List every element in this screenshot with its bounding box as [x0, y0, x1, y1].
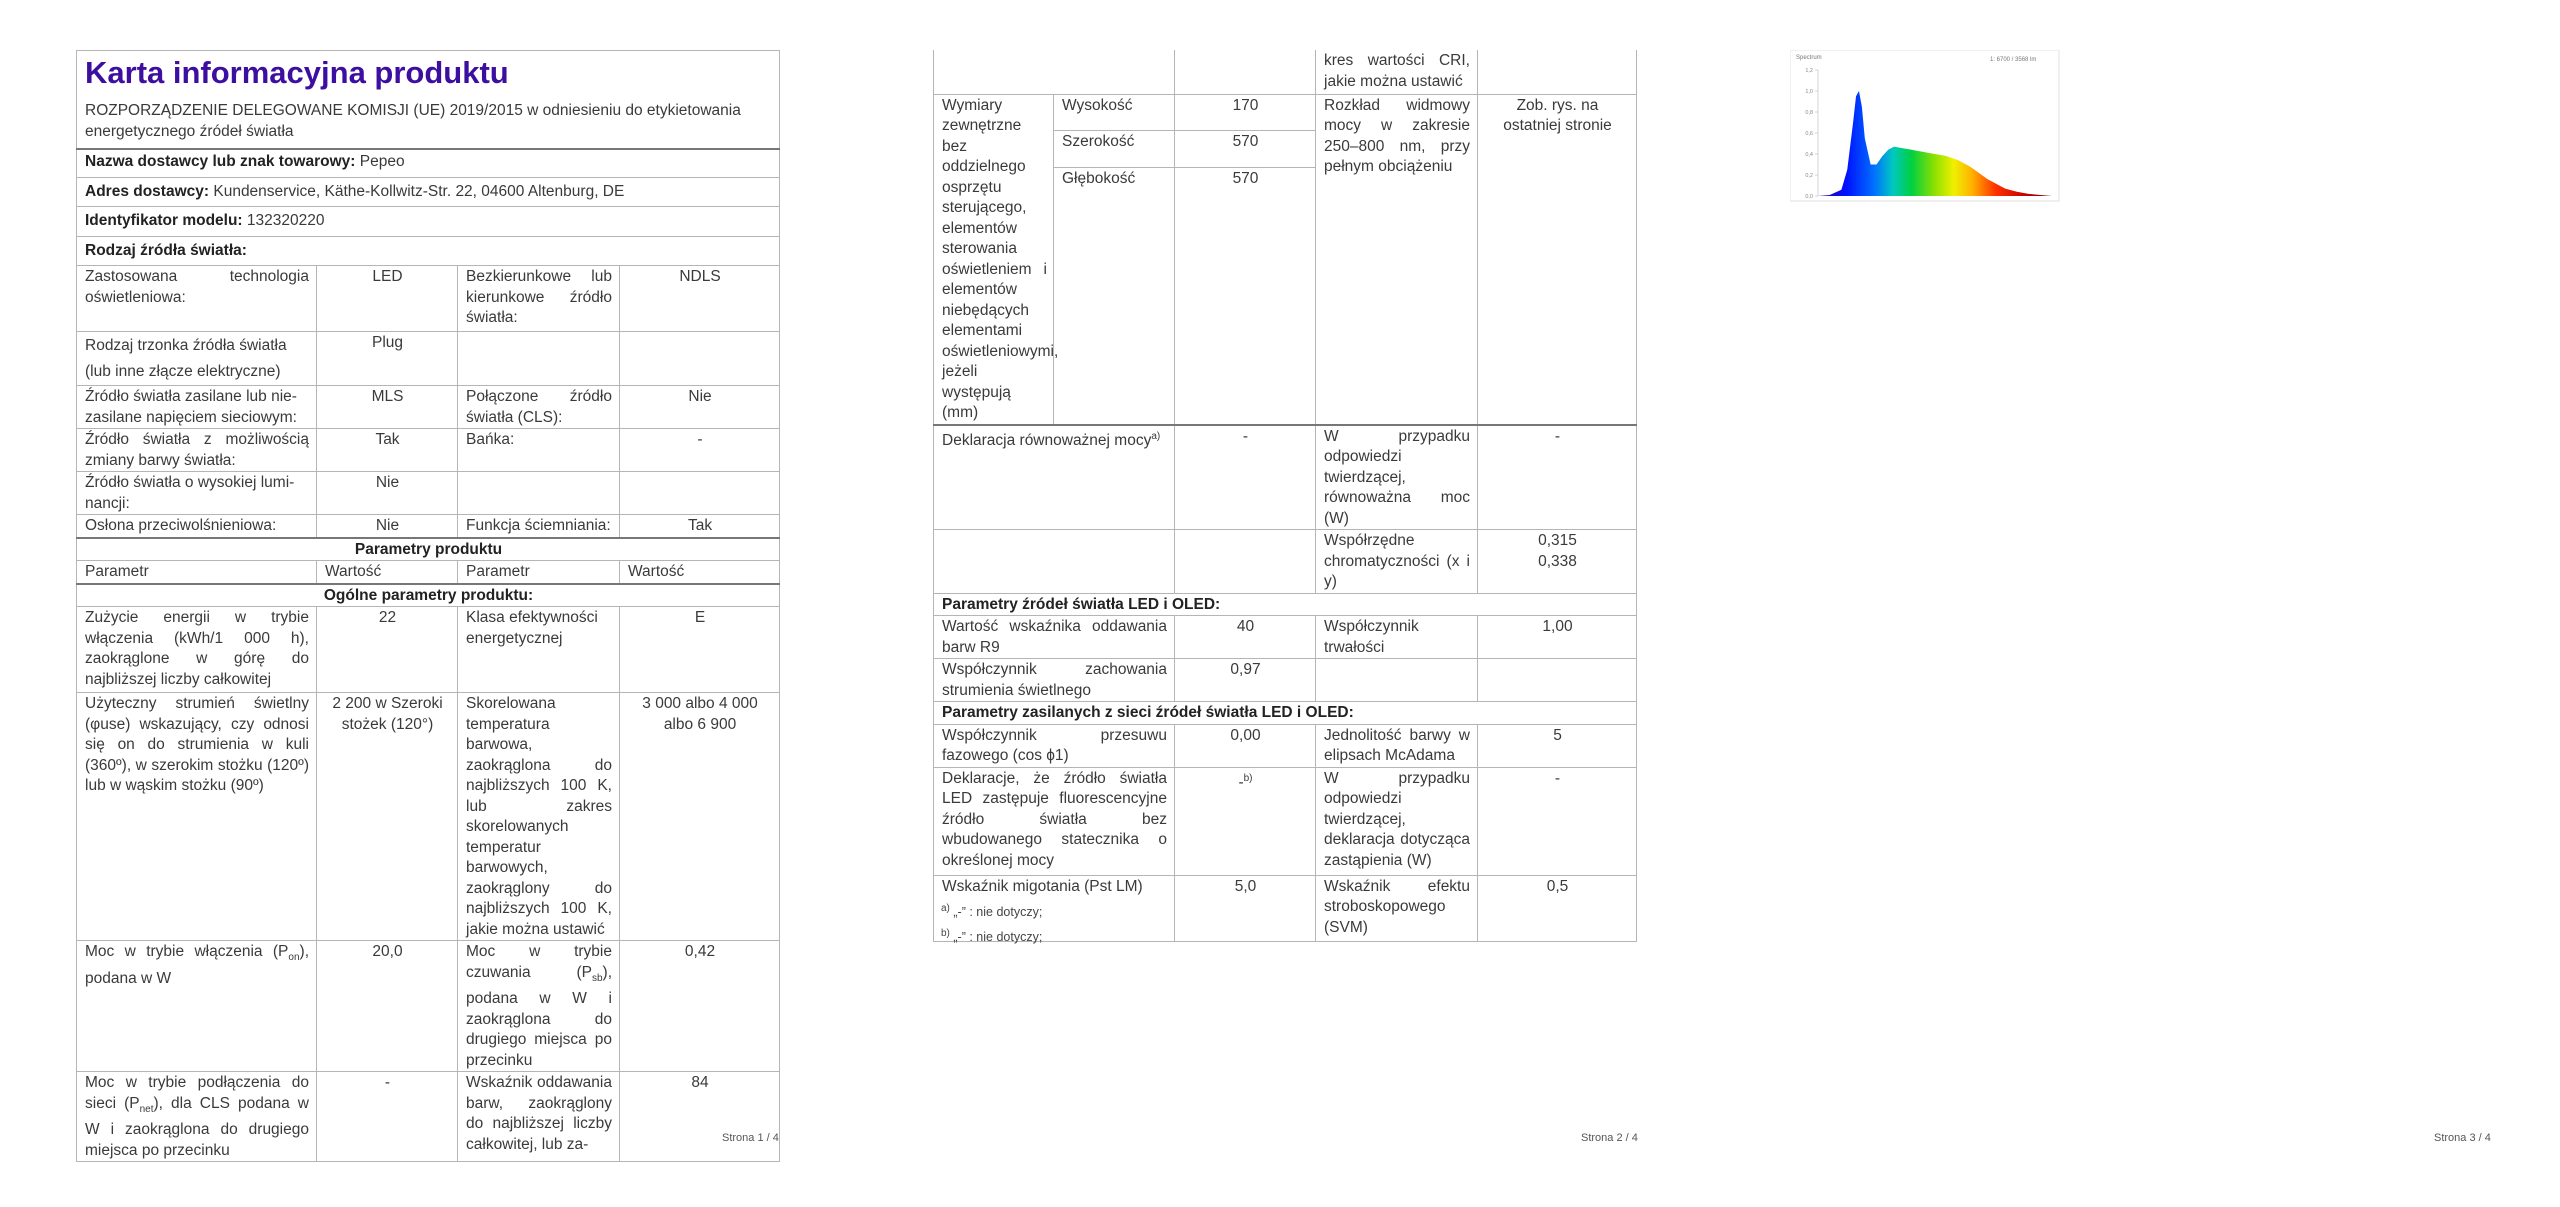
col-header-value: Wartość [317, 561, 458, 584]
row-label: Źródło światła z możliwością zmiany barwy światła: [77, 429, 317, 472]
model-label: Identyfikator modelu: [85, 212, 243, 229]
replace-yes-label: W przypadku odpowiedzi twierdzącej, deklaracja dotycząca zastąpienia (W) [1316, 767, 1478, 875]
col-header-param: Parametr [77, 561, 317, 584]
page-footer: Strona 2 / 4 [1581, 1132, 1638, 1144]
y-tick-label: 1,2 [1805, 68, 1813, 74]
general-heading: Ogólne parametry produktu: [77, 584, 780, 607]
row-value: Nie [620, 386, 780, 429]
flicker-value: 5,0 [1175, 875, 1316, 941]
replace-label: Deklaracje, że źródło światła LED zastępuje fluorescencyjne źródło światła bez wbudowanego statecznika o określonej mocy [934, 767, 1175, 875]
cri-label: Wskaźnik oddawania barw, zaokrąglony do najbliższej liczby całkowitej, lub za- [458, 1072, 620, 1162]
address-label: Adres dostawcy: [85, 182, 210, 200]
regulation-text: ROZPORZĄDZENIE DELEGOWANE KOMISJI (UE) 2019/2015 w odniesieniu do etykietowania energetycznego źródeł światła [85, 102, 741, 140]
row-value: Tak [620, 515, 780, 538]
y-tick-label: 0,6 [1805, 131, 1813, 137]
led-heading: Parametry źródeł światła LED i OLED: [934, 593, 1637, 616]
macadam-value: 5 [1478, 724, 1637, 767]
row-label: Osłona przeciwolśnieniowa: [77, 515, 317, 538]
pon-label: Moc w trybie włączenia $(P_{on})$, podana w W [77, 941, 317, 1072]
svm-label: Wskaźnik efektu stroboskopowego (SVM) [1316, 875, 1478, 941]
footnote-a: $^{a)}$ „-” : nie dotyczy; [941, 903, 1043, 920]
type-heading: Rodzaj źródła światła: [77, 236, 780, 266]
row-label: Połączone źródło światła (CLS): [458, 386, 620, 429]
flux-label: Użyteczny strumień świetlny (φuse) wskazujący, czy odnosi się on do strumienia w kuli (360º), w szerokim stożku (120º) lub w wąskim stożku (90º) [77, 693, 317, 941]
psb-label: Moc w trybie czuwania $(P_{sb})$, podana w W i zaokrąglona do drugiego miejsca po przecinku [458, 941, 620, 1072]
page-2 [853, 0, 1706, 1207]
row-label: Funkcja ściemniania: [458, 515, 620, 538]
chart-ylabel: Spectrum [1796, 55, 1822, 61]
model-value: 132320220 [246, 212, 325, 229]
cct-value: 3 000 albo 4 000 albo 6 900 [620, 693, 780, 941]
flux-value: 2 200 w Szeroki stożek (120°) [317, 693, 458, 941]
address-value: Kundenservice, Käthe-Kollwitz-Str. 22, 04600 Altenburg, DE [213, 182, 625, 200]
supplier-label: Nazwa dostawcy lub znak towarowy: [85, 153, 356, 170]
class-label: Klasa efektywności energetycznej [458, 607, 620, 693]
product-sheet-table-1 [76, 50, 780, 1162]
survival-label: Współczynnik trwałości [1316, 616, 1478, 659]
depth-label: Głębokość [1054, 168, 1175, 425]
y-tick-label: 0,4 [1805, 152, 1813, 158]
row-label: Bańka: [458, 429, 620, 472]
width-label: Szerokość [1054, 131, 1175, 168]
flicker-label: Wskaźnik migotania (Pst LM) [934, 875, 1175, 941]
col-header-param: Parametr [458, 561, 620, 584]
chroma-label: Współrzędne chromatyczności (x i y) [1316, 530, 1478, 594]
y-tick-label: 0,8 [1805, 110, 1813, 116]
row-label: Źródło światła zasilane lub nie-zasilane napięciem sieciowym: [77, 386, 317, 429]
chart-legend: 1: 6700 / 3568 lm [1990, 57, 2037, 63]
footnote-b: $^{b)}$ „-” : nie dotyczy; [941, 928, 1043, 945]
survival-value: 1,00 [1478, 616, 1637, 659]
lumen-value: 0,97 [1175, 659, 1316, 702]
r9-label: Wartość wskaźnika oddawania barw R9 [934, 616, 1175, 659]
depth-value: 570 [1175, 168, 1316, 425]
page-footer: Strona 1 / 4 [722, 1132, 779, 1144]
row-value: Nie [317, 515, 458, 538]
chroma-value: 0,315 0,338 [1478, 530, 1637, 594]
supplier-value: Pepeo [359, 153, 405, 170]
row-label: Zastosowana technologia oświetleniowa: [77, 266, 317, 332]
spectrum-chart [1790, 50, 2060, 202]
row-value [620, 332, 780, 386]
replace-yes-value: - [1478, 767, 1637, 875]
col-header-value: Wartość [620, 561, 780, 584]
y-tick-label: 0,0 [1805, 194, 1813, 200]
row-label: Źródło światła o wysokiej lumi-nancji: [77, 472, 317, 515]
height-label: Wysokość [1054, 94, 1175, 131]
pon-value: 20,0 [317, 941, 458, 1072]
footnotes [941, 898, 1042, 948]
page-1 [0, 0, 853, 1207]
width-value: 570 [1175, 131, 1316, 168]
row-label [458, 332, 620, 386]
spd-value: Zob. rys. na ostatniej stronie [1478, 94, 1637, 425]
equiv-yes-label: W przypadku odpowiedzi twierdzącej, równoważna moc (W) [1316, 425, 1478, 530]
cos-label: Współczynnik przesuwu fazowego (cos ϕ1) [934, 724, 1175, 767]
equiv-label: Deklaracja równoważnej mocy$^{a)}$ [934, 425, 1175, 530]
page-title: Karta informacyjna produktu [85, 55, 509, 90]
class-value: E [620, 607, 780, 693]
row-value: NDLS [620, 266, 780, 332]
row-value: Tak [317, 429, 458, 472]
energy-label: Zużycie energii w trybie włączenia (kWh/1 000 h), zaokrąglone w górę do najbliższej liczby całkowitej [77, 607, 317, 693]
psb-value: 0,42 [620, 941, 780, 1072]
macadam-label: Jednolitość barwy w elipsach McAdama [1316, 724, 1478, 767]
page-footer: Strona 3 / 4 [2434, 1132, 2491, 1144]
svm-value: 0,5 [1478, 875, 1637, 941]
r9-value: 40 [1175, 616, 1316, 659]
cri-label-cont: kres wartości CRI, jakie można ustawić [1316, 50, 1478, 94]
row-value [620, 472, 780, 515]
lumen-label: Współczynnik zachowania strumienia świetlnego [934, 659, 1175, 702]
mains-heading: Parametry zasilanych z sieci źródeł światła LED i OLED: [934, 702, 1637, 725]
energy-value: 22 [317, 607, 458, 693]
product-sheet-table-2 [933, 50, 1637, 942]
spd-label: Rozkład widmowy mocy w zakresie 250–800 nm, przy pełnym obciążeniu [1316, 94, 1478, 425]
row-value: MLS [317, 386, 458, 429]
y-tick-label: 0,2 [1805, 173, 1813, 179]
cos-value: 0,00 [1175, 724, 1316, 767]
cct-label: Skorelowana temperatura barwowa, zaokrąglona do najbliższych 100 K, lub zakres skorelowanych temperatur barwowych, zaokrąglony do najbliższych 100 K, jakie można ustawić [458, 693, 620, 941]
row-value: - [620, 429, 780, 472]
equiv-yes-value: - [1478, 425, 1637, 530]
params-heading: Parametry produktu [77, 538, 780, 561]
row-label: Rodzaj trzonka źródła światła (lub inne złącze elektryczne) [77, 332, 317, 386]
equiv-value: - [1175, 425, 1316, 530]
height-value: 170 [1175, 94, 1316, 131]
row-label [458, 472, 620, 515]
pnet-label: Moc w trybie podłączenia do sieci $(P_{net})$, dla CLS podana w W i zaokrąglona do drugiego miejsca po przecinku [77, 1072, 317, 1162]
row-value: LED [317, 266, 458, 332]
row-value: Nie [317, 472, 458, 515]
y-tick-label: 1,0 [1805, 89, 1813, 95]
dims-label: Wymiary zewnętrzne bez oddzielnego osprzętu sterującego, elementów sterowania oświetleniem i elementów niebędących elementami oświetleniowymi, jeżeli występują (mm) [934, 94, 1054, 425]
row-value: Plug [317, 332, 458, 386]
pnet-value: - [317, 1072, 458, 1162]
page-3 [1706, 0, 2560, 1207]
row-label: Bezkierunkowe lub kierunkowe źródło światła: [458, 266, 620, 332]
replace-value: -$^{b)}$ [1175, 767, 1316, 875]
cri-value: 84 [620, 1072, 780, 1162]
